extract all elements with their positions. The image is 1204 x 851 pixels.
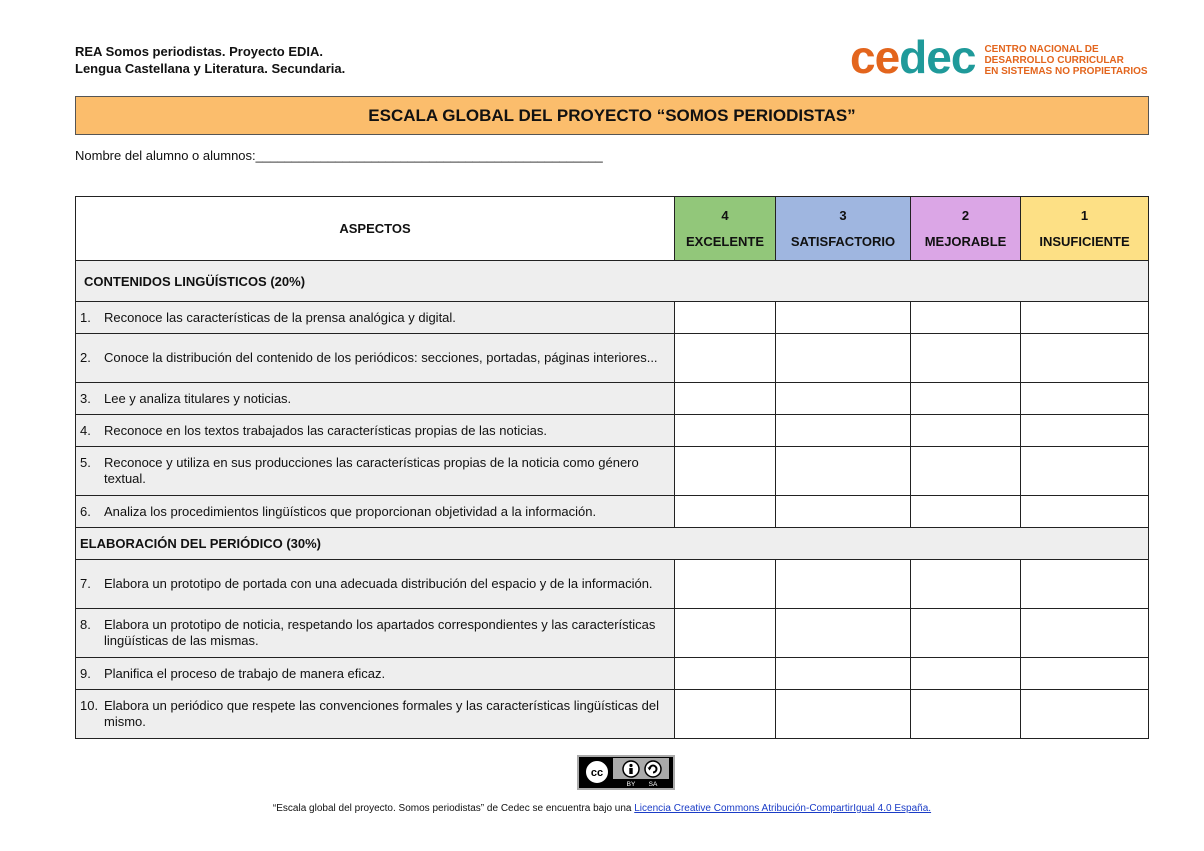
- score-cell[interactable]: [911, 334, 1021, 383]
- score-cell[interactable]: [911, 447, 1021, 496]
- score-cell[interactable]: [911, 560, 1021, 609]
- cedec-logo: [850, 32, 1148, 82]
- page-title: ESCALA GLOBAL DEL PROYECTO “SOMOS PERIODISTAS”: [75, 96, 1149, 135]
- logo-wordmark: cedec: [850, 31, 976, 83]
- svg-text:cc: cc: [590, 767, 604, 779]
- score-cell[interactable]: [911, 609, 1021, 658]
- score-cell[interactable]: [675, 690, 776, 739]
- table-row: 2. Conoce la distribución del contenido de los periódicos: secciones, portadas, páginas interiores...: [76, 334, 675, 383]
- score-cell[interactable]: [1021, 560, 1149, 609]
- table-row: 6. Analiza los procedimientos lingüísticos que proporcionan objetividad a la información.: [76, 496, 675, 528]
- score-cell[interactable]: [1021, 690, 1149, 739]
- score-cell[interactable]: [776, 658, 911, 690]
- header-line-1: REA Somos periodistas. Proyecto EDIA.: [75, 44, 324, 59]
- table-row: 7. Elabora un prototipo de portada con una adecuada distribución del espacio y de la información.: [76, 560, 675, 609]
- score-cell[interactable]: [911, 690, 1021, 739]
- score-cell[interactable]: [911, 658, 1021, 690]
- section-contenidos: CONTENIDOS LINGÜÍSTICOS (20%): [76, 261, 1149, 302]
- score-cell[interactable]: [1021, 447, 1149, 496]
- score-cell[interactable]: [675, 334, 776, 383]
- logo-subtitle: CENTRO NACIONAL DE DESARROLLO CURRICULAR EN SISTEMAS NO PROPIETARIOS: [984, 43, 1148, 77]
- table-row: 4. Reconoce en los textos trabajados las características propias de las noticias.: [76, 415, 675, 447]
- score-cell[interactable]: [675, 415, 776, 447]
- score-cell[interactable]: [776, 302, 911, 334]
- aspects-header: ASPECTOS: [76, 197, 675, 261]
- header-line-2: Lengua Castellana y Literatura. Secundaria.: [75, 61, 346, 76]
- score-cell[interactable]: [776, 690, 911, 739]
- score-cell[interactable]: [675, 383, 776, 415]
- score-cell[interactable]: [776, 415, 911, 447]
- cc-license-badge[interactable]: [577, 755, 675, 790]
- score-cell[interactable]: [675, 496, 776, 528]
- score-cell[interactable]: [1021, 415, 1149, 447]
- table-row: 5. Reconoce y utiliza en sus producciones las características propias de la noticia como género textual.: [76, 447, 675, 496]
- level-satisfactorio: 3 SATISFACTORIO: [776, 197, 911, 261]
- section-elaboracion: ELABORACIÓN DEL PERIÓDICO (30%): [76, 528, 1149, 560]
- level-insuficiente: 1 INSUFICIENTE: [1021, 197, 1149, 261]
- svg-text:SA: SA: [648, 781, 658, 787]
- score-cell[interactable]: [1021, 302, 1149, 334]
- score-cell[interactable]: [911, 302, 1021, 334]
- score-cell[interactable]: [776, 383, 911, 415]
- score-cell[interactable]: [675, 447, 776, 496]
- score-cell[interactable]: [776, 496, 911, 528]
- rubric-table: [75, 196, 1149, 739]
- level-mejorable: 2 MEJORABLE: [911, 197, 1021, 261]
- table-row: 10. Elabora un periódico que respete las convenciones formales y las características lingüísticas del mismo.: [76, 690, 675, 739]
- table-row: 1. Reconoce las características de la prensa analógica y digital.: [76, 302, 675, 334]
- score-cell[interactable]: [911, 496, 1021, 528]
- score-cell[interactable]: [911, 415, 1021, 447]
- score-cell[interactable]: [1021, 609, 1149, 658]
- svg-text:BY: BY: [626, 781, 636, 787]
- score-cell[interactable]: [1021, 334, 1149, 383]
- student-name-field[interactable]: Nombre del alumno o alumnos:________________________________________________: [75, 148, 603, 163]
- score-cell[interactable]: [675, 560, 776, 609]
- table-row: 3. Lee y analiza titulares y noticias.: [76, 383, 675, 415]
- score-cell[interactable]: [675, 609, 776, 658]
- document-header: [75, 43, 345, 77]
- score-cell[interactable]: [1021, 496, 1149, 528]
- license-link[interactable]: Licencia Creative Commons Atribución-CompartirIgual 4.0 España.: [634, 803, 932, 814]
- score-cell[interactable]: [1021, 658, 1149, 690]
- score-cell[interactable]: [776, 447, 911, 496]
- level-excelente: 4 EXCELENTE: [675, 197, 776, 261]
- score-cell[interactable]: [776, 560, 911, 609]
- sa-icon: [645, 761, 661, 777]
- score-cell[interactable]: [675, 302, 776, 334]
- score-cell[interactable]: [1021, 383, 1149, 415]
- score-cell[interactable]: [911, 383, 1021, 415]
- table-row: 8. Elabora un prototipo de noticia, respetando los apartados correspondientes y las características lingüísticas de las mismas.: [76, 609, 675, 658]
- score-cell[interactable]: [776, 609, 911, 658]
- score-cell[interactable]: [675, 658, 776, 690]
- score-cell[interactable]: [776, 334, 911, 383]
- table-row: 9. Planifica el proceso de trabajo de manera eficaz.: [76, 658, 675, 690]
- license-footer: “Escala global del proyecto. Somos periodistas” de Cedec se encuentra bajo una Licencia Creative Commons Atribución-CompartirIgual 4.0 España.: [272, 803, 932, 814]
